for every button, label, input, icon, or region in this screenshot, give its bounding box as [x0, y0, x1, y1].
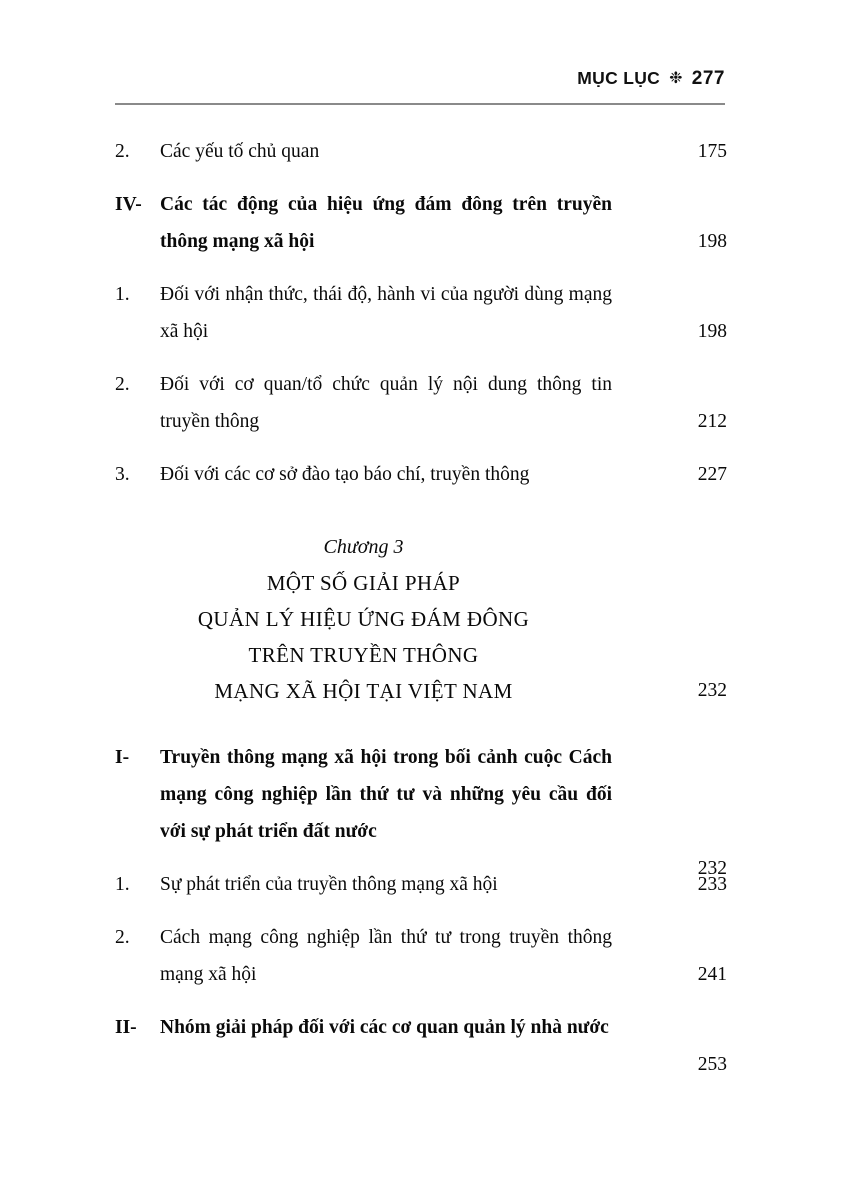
- toc-entry-title: Sự phát triển của truyền thông mạng xã hội: [160, 874, 498, 895]
- toc-entry-page-number: 232: [697, 858, 727, 879]
- header-page-number: 277: [691, 68, 725, 89]
- toc-entry-title: Nhóm giải pháp đối với các cơ quan quản lý nhà nước: [160, 1017, 609, 1038]
- toc-entry-title: Cách mạng công nghiệp lần thứ tư trong truyền thông mạng xã hội: [160, 927, 612, 985]
- chapter-page-number: 232: [697, 680, 727, 701]
- toc-entry-title: Đối với nhận thức, thái độ, hành vi của người dùng mạng xã hội: [160, 284, 612, 342]
- toc-entry[interactable]: [115, 739, 727, 879]
- toc-entry[interactable]: [115, 276, 727, 350]
- toc-entry-page-number: 198: [697, 321, 727, 342]
- chapter-title-block: [115, 529, 612, 709]
- toc-entry-marker: 1.: [115, 874, 130, 895]
- toc-entry-marker: I-: [115, 747, 130, 768]
- toc-entry-marker: 2.: [115, 141, 130, 162]
- toc-entry[interactable]: [115, 866, 727, 903]
- toc-entry[interactable]: [115, 133, 727, 170]
- toc-entry-marker: II-: [115, 1017, 137, 1038]
- toc-entry[interactable]: [115, 366, 727, 440]
- chapter-title-line: MỘT SỐ GIẢI PHÁP: [266, 571, 461, 595]
- toc-entry-page-number: 198: [697, 231, 727, 252]
- chapter-title-line: MẠNG XÃ HỘI TẠI VIỆT NAM: [214, 679, 513, 703]
- toc-entry-title: Truyền thông mạng xã hội trong bối cảnh cuộc Cách mạng công nghiệp lần thứ tư và những yêu cầu đối với sự phát triển đất nước: [160, 747, 612, 842]
- toc-entry-page-number: 175: [697, 141, 727, 162]
- toc-entry-marker: 2.: [115, 927, 130, 948]
- chapter-label: Chương 3: [323, 536, 404, 558]
- toc-entry-page-number: 241: [697, 964, 727, 985]
- flower-asterisk-icon: ❉: [669, 70, 683, 87]
- toc-entry[interactable]: [115, 1009, 727, 1075]
- toc-entry-page-number: 253: [697, 1054, 727, 1075]
- toc-entry-marker: 1.: [115, 284, 130, 305]
- toc-entry-title: Đối với các cơ sở đào tạo báo chí, truyền thông: [160, 464, 530, 485]
- toc-list: [115, 133, 727, 1075]
- toc-entry[interactable]: [115, 919, 727, 993]
- running-header: [115, 68, 725, 102]
- toc-entry-title: Các tác động của hiệu ứng đám đông trên truyền thông mạng xã hội: [160, 194, 612, 252]
- toc-entry-marker: 2.: [115, 374, 130, 395]
- toc-entry-title: Đối với cơ quan/tổ chức quản lý nội dung thông tin truyền thông: [160, 374, 612, 432]
- toc-chapter-heading[interactable]: [115, 529, 727, 709]
- toc-entry-page-number: 227: [697, 464, 727, 485]
- header-divider: [115, 103, 725, 105]
- toc-entry-page-number: 212: [697, 411, 727, 432]
- toc-entry-page-number: 233: [697, 874, 727, 895]
- toc-entry-marker: 3.: [115, 464, 130, 485]
- header-title: MỤC LỤC: [577, 68, 661, 88]
- toc-entry-marker: IV-: [115, 194, 142, 215]
- toc-entry[interactable]: [115, 186, 727, 260]
- toc-entry[interactable]: [115, 456, 727, 493]
- chapter-title-line: QUẢN LÝ HIỆU ỨNG ĐÁM ĐÔNG: [197, 607, 530, 631]
- chapter-title-line: TRÊN TRUYỀN THÔNG: [248, 643, 479, 667]
- toc-entry-title: Các yếu tố chủ quan: [160, 141, 320, 162]
